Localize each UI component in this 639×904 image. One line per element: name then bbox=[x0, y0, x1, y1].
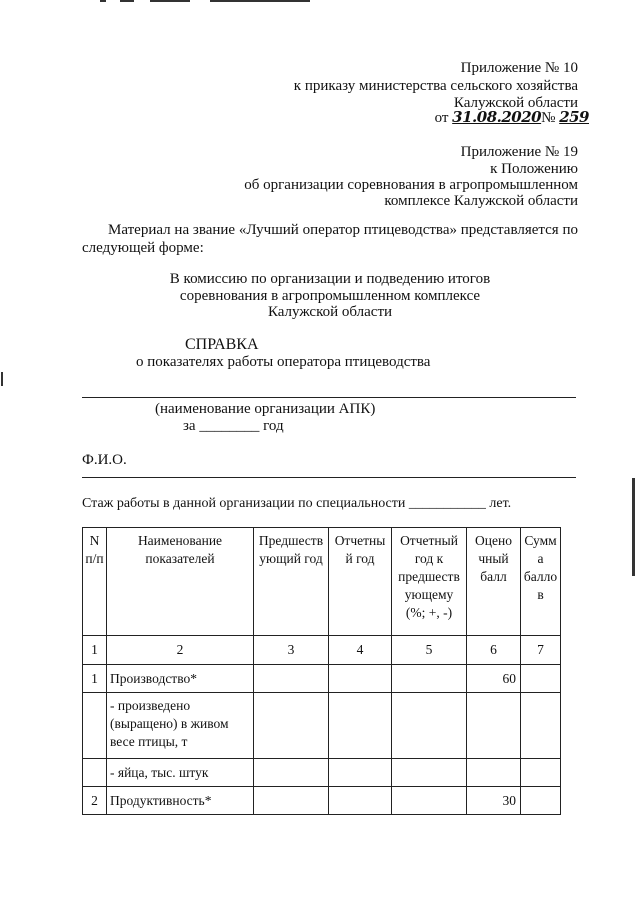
year-line bbox=[183, 417, 284, 435]
row-number: 2 bbox=[83, 787, 107, 815]
table-row bbox=[83, 759, 561, 787]
cell-prev-year bbox=[254, 665, 329, 693]
year-prefix: за bbox=[183, 418, 196, 434]
fio-underline bbox=[82, 477, 576, 478]
cell-total bbox=[521, 759, 561, 787]
appendix10-date-line bbox=[435, 108, 589, 127]
intro-line2: следующей форме: bbox=[82, 240, 204, 256]
header-ratio: Отчетный год к предшеств ующему (%; +, -) bbox=[392, 528, 467, 636]
row-name: Производство* bbox=[107, 665, 254, 693]
header-num: N п/п bbox=[83, 528, 107, 636]
header-prev-year: Предшеств ующий год bbox=[254, 528, 329, 636]
intro-line1: Материал на звание «Лучший оператор птицеводства» представляется по bbox=[108, 222, 578, 238]
column-number: 6 bbox=[467, 636, 521, 665]
row-name: Продуктивность* bbox=[107, 787, 254, 815]
header-total: Сумм а балло в bbox=[521, 528, 561, 636]
organization-caption: (наименование организации АПК) bbox=[155, 401, 376, 417]
column-number: 5 bbox=[392, 636, 467, 665]
row-number bbox=[83, 759, 107, 787]
cell-score: 60 bbox=[467, 665, 521, 693]
header-score: Оцено чный балл bbox=[467, 528, 521, 636]
cell-score bbox=[467, 759, 521, 787]
appendix10-line2: Калужской области bbox=[453, 95, 578, 111]
scan-artifact-top bbox=[120, 0, 134, 2]
cell-ratio bbox=[392, 759, 467, 787]
handwritten-number: 259 bbox=[559, 108, 589, 126]
cell-prev-year bbox=[254, 787, 329, 815]
header-report-year: Отчетны й год bbox=[329, 528, 392, 636]
row-number bbox=[83, 693, 107, 759]
row-name: - яйца, тыс. штук bbox=[107, 759, 254, 787]
number-sign: № bbox=[541, 110, 556, 126]
column-number: 7 bbox=[521, 636, 561, 665]
appendix19-line3: комплексе Калужской области bbox=[384, 193, 578, 209]
handwritten-date: 31.08.2020 bbox=[452, 108, 542, 126]
scan-artifact-top bbox=[210, 0, 310, 2]
cell-ratio bbox=[392, 665, 467, 693]
cell-report-year bbox=[329, 665, 392, 693]
experience-suffix: лет. bbox=[489, 496, 512, 511]
cell-total bbox=[521, 693, 561, 759]
cell-ratio bbox=[392, 787, 467, 815]
addressee-line1: В комиссию по организации и подведению итогов bbox=[169, 271, 491, 287]
cell-report-year bbox=[329, 787, 392, 815]
table-row bbox=[83, 787, 561, 815]
document-title: СПРАВКА bbox=[185, 336, 259, 353]
column-number: 4 bbox=[329, 636, 392, 665]
cell-prev-year bbox=[254, 759, 329, 787]
table-header-row bbox=[83, 528, 561, 636]
year-suffix: год bbox=[263, 418, 284, 434]
header-name: Наименование показателей bbox=[107, 528, 254, 636]
experience-line bbox=[82, 495, 511, 513]
experience-blank: ___________ bbox=[408, 496, 486, 511]
appendix10-line1: к приказу министерства сельского хозяйства bbox=[293, 78, 578, 94]
addressee-line2: соревнования в агропромышленном комплексе bbox=[179, 288, 481, 304]
cell-ratio bbox=[392, 693, 467, 759]
appendix19-line2: об организации соревнования в агропромышленном bbox=[244, 177, 578, 193]
document-subtitle: о показателях работы оператора птицеводства bbox=[136, 354, 431, 370]
experience-text: Стаж работы в данной организации по специальности bbox=[82, 496, 406, 511]
addressee-line3: Калужской области bbox=[267, 304, 393, 320]
cell-total bbox=[521, 787, 561, 815]
scan-artifact-right bbox=[632, 478, 635, 576]
scan-artifact-top bbox=[150, 0, 190, 2]
cell-report-year bbox=[329, 693, 392, 759]
fio-label: Ф.И.О. bbox=[82, 452, 127, 468]
column-number: 3 bbox=[254, 636, 329, 665]
cell-report-year bbox=[329, 759, 392, 787]
appendix19-line1: к Положению bbox=[490, 161, 578, 177]
indicators-table bbox=[82, 527, 561, 815]
row-number: 1 bbox=[83, 665, 107, 693]
table-number-row bbox=[83, 636, 561, 665]
column-number: 2 bbox=[107, 636, 254, 665]
appendix19-title: Приложение № 19 bbox=[460, 144, 578, 160]
table-row bbox=[83, 665, 561, 693]
organization-underline bbox=[82, 397, 576, 398]
date-prefix: от bbox=[434, 110, 449, 126]
scan-artifact-left bbox=[1, 372, 3, 386]
cell-total bbox=[521, 665, 561, 693]
table-row bbox=[83, 693, 561, 759]
row-name: - произведено (выращено) в живом весе птицы, т bbox=[107, 693, 254, 759]
cell-prev-year bbox=[254, 693, 329, 759]
year-blank: ________ bbox=[199, 418, 260, 434]
cell-score bbox=[467, 693, 521, 759]
appendix10-title: Приложение № 10 bbox=[460, 60, 578, 76]
column-number: 1 bbox=[83, 636, 107, 665]
scan-artifact-top bbox=[100, 0, 106, 2]
cell-score: 30 bbox=[467, 787, 521, 815]
